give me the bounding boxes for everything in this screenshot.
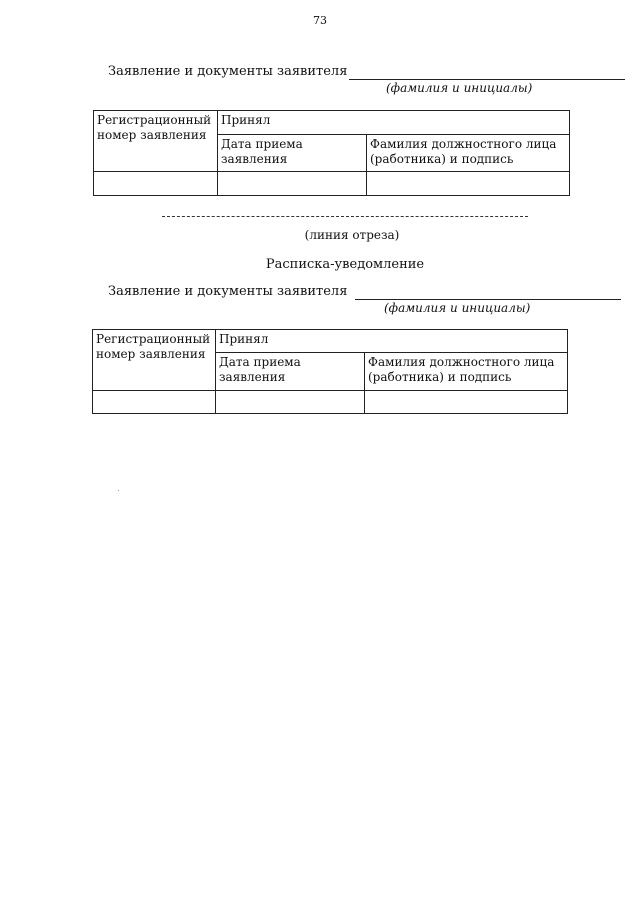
date-header: Дата приема заявления bbox=[218, 135, 367, 172]
applicant-caption: (фамилия и инициалы) bbox=[384, 301, 531, 315]
official-header: Фамилия должностного лица (работника) и подпись bbox=[367, 135, 570, 172]
applicant-name-field[interactable] bbox=[355, 285, 621, 300]
scan-speck bbox=[118, 490, 119, 491]
date-cell[interactable] bbox=[218, 172, 367, 196]
reg-number-cell[interactable] bbox=[94, 172, 218, 196]
registration-table-2 bbox=[92, 329, 568, 414]
reg-number-cell[interactable] bbox=[93, 391, 216, 414]
applicant-line-2 bbox=[108, 284, 621, 300]
applicant-label: Заявление и документы заявителя bbox=[108, 284, 348, 299]
date-cell[interactable] bbox=[216, 391, 365, 414]
applicant-label: Заявление и документы заявителя bbox=[108, 64, 348, 79]
date-header: Дата приема заявления bbox=[216, 353, 365, 391]
cut-line-caption: (линия отреза) bbox=[304, 228, 400, 242]
applicant-name-field[interactable] bbox=[349, 65, 625, 80]
official-cell[interactable] bbox=[367, 172, 570, 196]
page-number: 73 bbox=[313, 14, 327, 27]
registration-table-1 bbox=[93, 110, 570, 196]
applicant-caption: (фамилия и инициалы) bbox=[386, 81, 533, 95]
notice-title: Расписка-уведомление bbox=[265, 257, 425, 272]
official-header: Фамилия должностного лица (работника) и подпись bbox=[365, 353, 568, 391]
accepted-header: Принял bbox=[218, 111, 570, 135]
reg-number-header: Регистрационный номер заявления bbox=[94, 111, 218, 172]
accepted-header: Принял bbox=[216, 330, 568, 353]
official-cell[interactable] bbox=[365, 391, 568, 414]
applicant-line-1 bbox=[108, 64, 625, 80]
cut-line bbox=[162, 216, 528, 217]
reg-number-header: Регистрационный номер заявления bbox=[93, 330, 216, 391]
